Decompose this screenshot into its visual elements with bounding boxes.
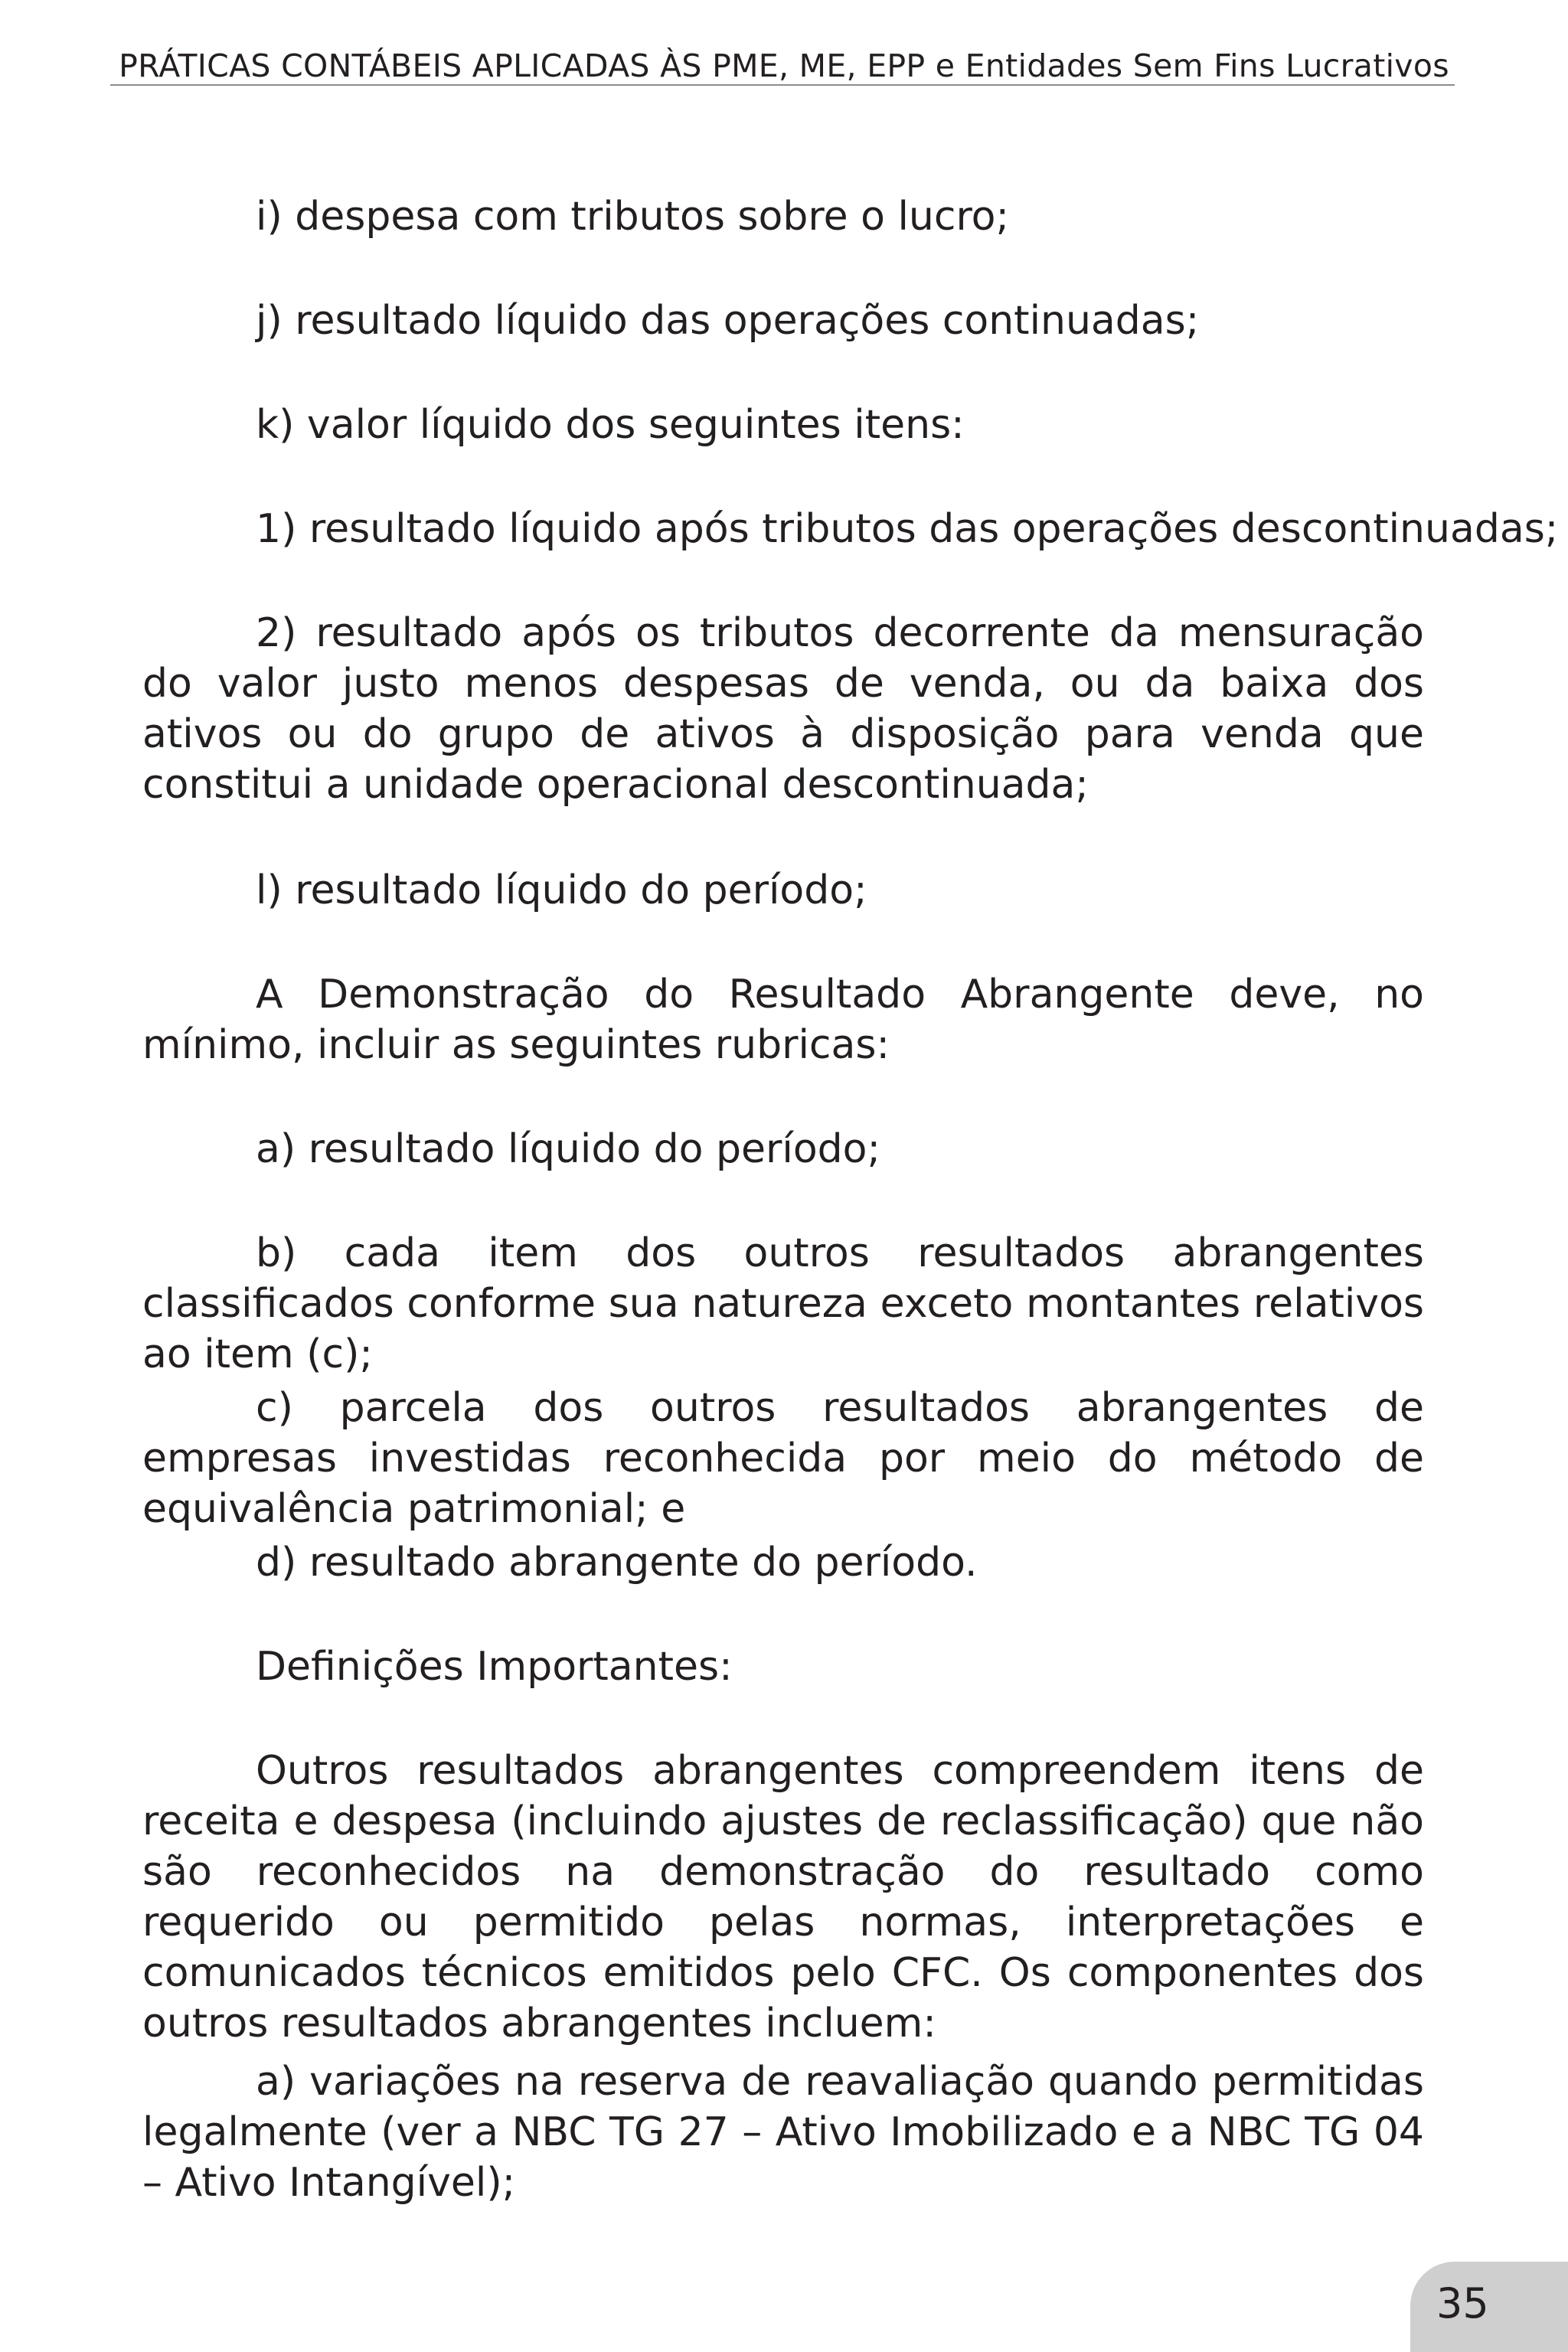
- sub-item-1: 1) resultado líquido após tributos das operações descontinuadas;: [256, 506, 1559, 552]
- component-item-a: a) variações na reserva de reavaliação quando permitidas legalmente (ver a NBC TG 27 – Ativo Imobilizado e a NBC TG 04 – Ativo Intangível);: [142, 2059, 1424, 2206]
- dra-intro-paragraph: A Demonstração do Resultado Abrangente deve, no mínimo, incluir as seguintes rubricas:: [142, 972, 1424, 1068]
- page-number: 35: [1436, 2279, 1489, 2328]
- definition-paragraph: Outros resultados abrangentes compreendem itens de receita e despesa (incluindo ajustes de reclassificação) que não são reconhecidos na demonstração do resultado como requerido ou permitido pelas normas, interpretações e comunicados técnicos emitidos pelo CFC. Os componentes dos outros resultados abrangentes incluem:: [142, 1748, 1424, 2047]
- rubric-item-b: b) cada item dos outros resultados abrangentes classificados conforme sua natureza exceto montantes relativos ao item (c);: [142, 1230, 1424, 1377]
- rubric-item-c: c) parcela dos outros resultados abrangentes de empresas investidas reconhecida por meio do método de equivalência patrimonial; e: [142, 1385, 1424, 1532]
- header-divider: [110, 84, 1455, 86]
- list-item-k: k) valor líquido dos seguintes itens:: [256, 402, 965, 448]
- section-heading: Definições Importantes:: [256, 1644, 733, 1690]
- list-item-i: i) despesa com tributos sobre o lucro;: [256, 194, 1010, 240]
- sub-item-2: 2) resultado após os tributos decorrente da mensuração do valor justo menos despesas de venda, ou da baixa dos ativos ou do grupo de ativos à disposição para venda que constitui a unidade operacional descontinuada;: [142, 610, 1424, 808]
- rubric-item-a: a) resultado líquido do período;: [256, 1126, 881, 1172]
- page-number-tab: [1410, 2262, 1568, 2352]
- running-header: PRÁTICAS CONTÁBEIS APLICADAS ÀS PME, ME, EPP e Entidades Sem Fins Lucrativos: [119, 47, 1449, 84]
- list-item-j: j) resultado líquido das operações continuadas;: [256, 298, 1200, 344]
- list-item-l: l) resultado líquido do período;: [256, 867, 867, 913]
- rubric-item-d: d) resultado abrangente do período.: [256, 1540, 978, 1586]
